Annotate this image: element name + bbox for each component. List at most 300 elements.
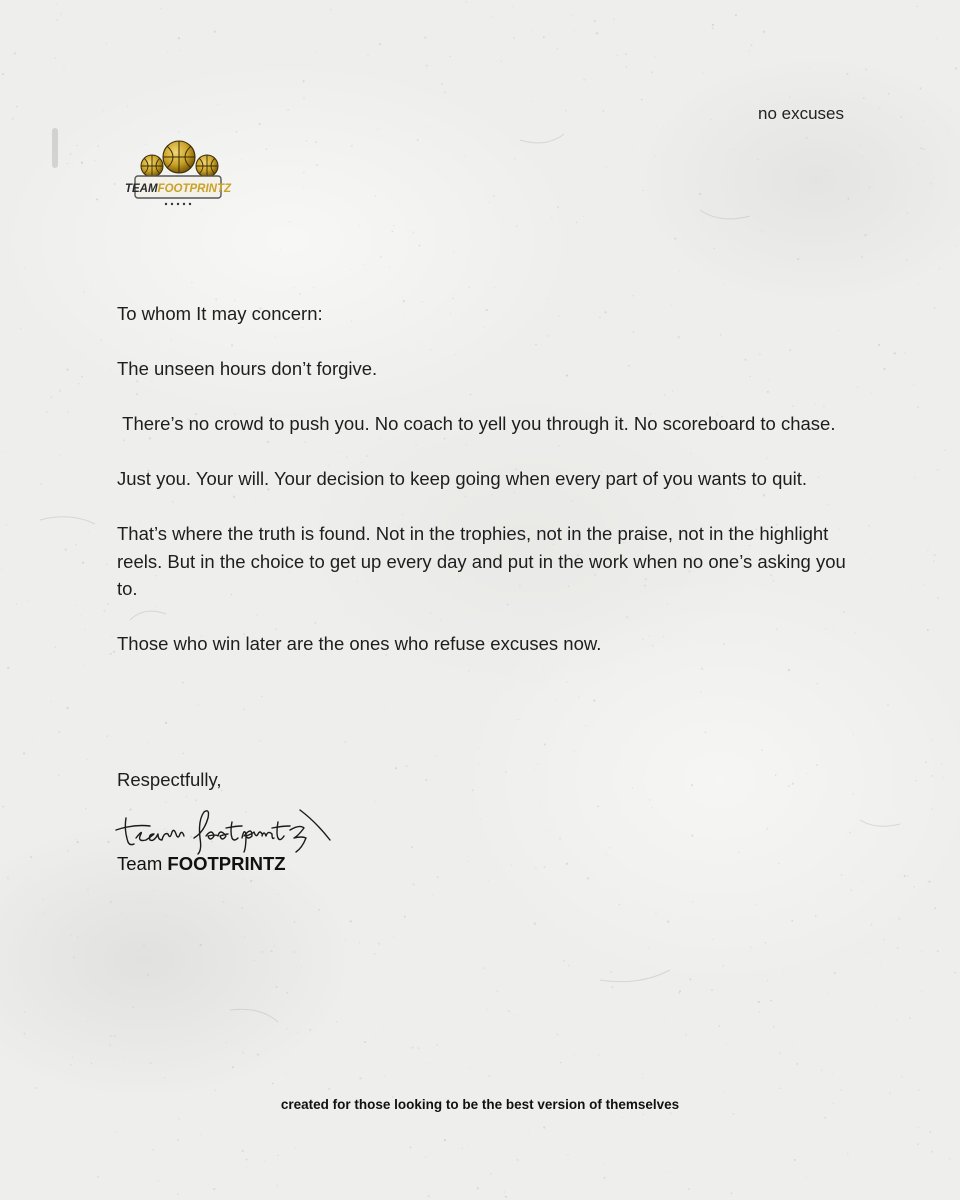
paper-speck [513,145,514,146]
paper-speck [862,156,863,157]
paper-speck [751,44,753,46]
paper-speck [254,960,255,961]
paper-speck [901,1076,903,1078]
paper-speck [758,1001,760,1003]
paper-speck [183,753,185,755]
paper-speck [122,752,123,753]
paper-speck [578,696,580,698]
paper-speck [934,554,936,556]
paper-speck [778,863,779,864]
paper-speck [894,352,896,354]
paper-speck [917,283,919,285]
paper-speck [12,118,14,120]
paper-speck [125,713,126,714]
paragraph-4: That’s where the truth is found. Not in the trophies, not in the praise, not in the highlight reels. But in the choice to get up every day and put in the work when no one’s asking you to. [117,523,851,599]
paper-speck [733,1113,735,1115]
paper-speck [7,877,9,879]
paper-speck [849,832,851,834]
paper-speck [277,1184,279,1186]
paper-speck [213,1188,215,1190]
paper-speck [2,328,3,329]
paper-speck [653,298,654,299]
paper-speck [56,844,57,845]
paper-speck [272,1083,274,1085]
paper-speck [883,368,885,370]
paper-speck [746,733,747,734]
paper-speck [534,923,536,925]
paper-speck [922,120,923,121]
paper-speck [685,1034,687,1036]
paper-speck [757,159,759,161]
paper-speck [600,1153,601,1154]
paper-speck [379,43,381,45]
paper-speck [354,1035,355,1036]
paper-speck [714,1062,716,1064]
paper-speck [598,1054,599,1055]
paper-speck [83,665,85,667]
paper-speck [150,1062,152,1064]
paper-speck [738,852,740,854]
paper-speck [805,137,807,139]
paper-speck [867,609,868,610]
paper-speck [34,939,35,940]
paper-speck [116,1132,118,1134]
paper-speck [489,1075,491,1077]
paper-speck [321,10,322,11]
paper-speck [641,99,643,101]
paper-speck [513,37,515,39]
paper-speck [944,450,945,451]
paper-speck [847,786,848,787]
paper-speck [142,974,143,975]
paper-speck [226,1042,227,1043]
paper-speck [699,193,701,195]
paper-speck [524,275,525,276]
paper-speck [82,562,84,564]
paper-speck [888,772,889,773]
paper-speck [597,805,599,807]
paper-speck [821,942,822,943]
paper-speck [948,1158,950,1160]
paper-speck [531,31,532,32]
paper-speck [14,52,16,54]
paper-speck [874,894,875,895]
paper-speck [425,779,427,781]
paper-speck [417,133,418,134]
paper-speck [767,980,768,981]
paper-speck [761,230,763,232]
paper-speck [441,83,443,85]
paper-speck [712,24,714,26]
paper-speck [854,182,855,183]
paper-speck [63,69,65,71]
paper-speck [88,894,89,895]
paper-speck [430,1126,431,1127]
paper-speck [293,287,295,289]
paper-speck [809,67,810,68]
paper-speck [111,636,112,637]
paper-speck [670,1171,671,1172]
paper-speck [418,1047,420,1049]
paper-speck [649,799,651,801]
paper-speck [60,13,62,15]
paper-speck [384,1075,385,1076]
paper-speck [511,865,512,866]
paper-speck [285,1094,286,1095]
paper-speck [861,256,863,258]
paper-speck [493,195,495,197]
paper-speck [503,951,505,953]
paper-speck [879,107,880,108]
paper-speck [712,27,714,29]
paper-speck [28,600,29,601]
paper-speck [832,1073,833,1074]
paper-speck [625,53,627,55]
paper-speck [382,1030,383,1031]
paper-speck [670,1112,672,1114]
paper-speck [503,1191,505,1193]
paper-speck [24,1012,25,1013]
paper-speck [619,904,621,906]
paper-speck [901,116,903,118]
paper-speck [465,1,467,3]
paper-speck [111,993,112,994]
paper-speck [518,104,519,105]
paper-speck [594,207,595,208]
paper-speck [864,234,866,236]
logo-wordmark: TEAMFOOTPRINTZ [124,183,232,195]
paper-speck [948,131,949,132]
paper-speck [869,186,871,188]
paper-speck [731,1192,733,1194]
paper-speck [244,936,246,938]
paper-speck [909,586,910,587]
paper-speck [654,156,656,158]
paper-speck [921,991,922,992]
paper-speck [806,1177,807,1178]
paper-speck [200,944,202,946]
paper-speck [16,106,18,108]
paper-speck [907,875,908,876]
paper-speck [43,913,44,914]
paper-speck [865,141,866,142]
paper-speck [870,731,871,732]
paper-speck [132,1007,134,1009]
paper-speck [927,549,929,551]
paper-speck [918,752,919,753]
paper-speck [490,1173,492,1175]
paper-speck [110,901,112,903]
paper-speck [395,767,397,769]
paper-speck [51,396,53,398]
paper-speck [364,264,366,266]
paper-speck [222,901,224,903]
paper-speck [404,916,406,918]
paper-speck [897,826,899,828]
paper-speck [494,49,495,50]
paper-speck [91,1063,92,1064]
handwritten-signature [110,800,360,856]
paper-speck [691,835,693,837]
paper-speck [51,1122,53,1124]
paper-speck [750,946,752,948]
paper-speck [791,920,793,922]
paper-speck [487,879,489,881]
paper-speck [723,284,724,285]
paper-speck [626,1117,627,1118]
paper-speck [897,947,899,949]
paper-speck [389,266,390,267]
paper-speck [167,51,168,52]
paper-speck [841,874,843,876]
paper-speck [639,63,640,64]
paper-speck [851,889,853,891]
paper-speck [468,860,470,862]
paper-speck [236,131,238,133]
paper-speck [185,796,187,798]
paper-speck [824,1117,826,1119]
paper-speck [860,145,861,146]
paper-speck [55,57,57,59]
paper-speck [259,740,261,742]
paper-speck [392,936,394,938]
paper-speck [313,286,315,288]
paper-speck [393,225,394,226]
paper-speck [911,664,912,665]
paper-speck [765,942,767,944]
paper-speck [432,894,434,896]
paper-speck [46,411,48,413]
paper-speck [56,4,57,5]
paper-speck [556,1033,558,1035]
paper-speck [277,1155,279,1157]
paper-speck [401,1132,402,1133]
paper-speck [931,1151,933,1153]
paper-speck [560,1062,561,1063]
paper-speck [726,1044,727,1045]
paper-speck [596,32,598,34]
paper-speck [792,783,794,785]
paper-speck [56,19,58,21]
paper-speck [178,131,179,132]
paper-speck [297,1032,298,1033]
paper-speck [306,140,308,142]
paper-speck [625,66,627,68]
paper-speck [114,1035,116,1037]
paper-speck [665,1018,666,1019]
paper-speck [29,622,30,623]
basketball-icon [196,155,218,177]
paper-speck [98,740,99,741]
paper-speck [853,734,854,735]
paragraph-3: Just you. Your will. Your decision to keep going when every part of you wants to quit. [117,468,808,489]
paper-speck [585,725,586,726]
paper-speck [605,166,607,168]
paper-speck [426,64,428,66]
paper-speck [702,72,704,74]
paper-speck [943,777,945,779]
paper-speck [656,127,657,128]
paper-speck [7,667,9,669]
paper-speck [941,763,942,764]
paper-speck [735,14,737,16]
paper-speck [574,1054,575,1055]
paper-speck [904,875,906,877]
paper-speck [241,159,243,161]
paper-speck [177,1139,179,1141]
paper-speck [303,172,305,174]
paper-speck [633,146,634,147]
paper-speck [257,1053,259,1055]
paper-speck [87,759,88,760]
paragraph-1: The unseen hours don’t forgive. [117,358,378,379]
paper-speck [857,847,858,848]
paper-speck [783,970,784,971]
paper-speck [1,568,2,569]
paper-speck [424,36,426,38]
paper-speck [895,1020,897,1022]
paper-speck [863,97,865,99]
paper-speck [504,1064,505,1065]
paper-speck [70,1064,72,1066]
paper-speck [689,978,691,980]
paper-speck [138,271,139,272]
paper-speck [679,271,680,272]
paper-speck [406,765,408,767]
paper-speck [511,5,513,7]
paper-speck [543,36,545,38]
paper-speck [88,531,89,532]
paper-speck [865,68,867,70]
paper-speck [285,1073,286,1074]
paper-speck [315,141,317,143]
paper-speck [710,118,712,120]
paper-speck [754,847,755,848]
paper-speck [806,773,807,774]
paper-speck [937,597,939,599]
paper-speck [379,941,380,942]
paper-speck [20,328,21,329]
paper-speck [272,1135,273,1136]
paper-speck [878,344,880,346]
paper-speck [250,880,252,882]
paper-speck [761,749,763,751]
paper-speck [59,454,60,455]
paper-speck [593,699,595,701]
paper-speck [574,30,575,31]
paper-speck [516,225,518,227]
paper-speck [773,1026,775,1028]
paper-speck [11,78,12,79]
paper-speck [733,1011,734,1012]
paper-speck [77,936,78,937]
paper-speck [478,748,479,749]
paper-speck [521,41,522,42]
paper-speck [178,1118,180,1120]
paper-speck [604,1163,605,1164]
paper-speck [766,828,768,830]
paper-speck [914,477,916,479]
paper-speck [59,390,61,392]
paper-speck [76,604,77,605]
paper-speck [812,1094,813,1095]
paper-speck [487,1009,489,1011]
paper-speck [450,56,451,57]
basketball-icon [163,141,195,173]
paper-speck [437,876,439,878]
paper-speck [412,883,414,885]
paper-speck [2,806,4,808]
paper-speck [756,903,758,905]
paper-speck [508,1010,510,1012]
paper-speck [351,145,353,147]
paper-speck [76,544,78,546]
paper-speck [246,1159,248,1161]
paper-speck [40,947,41,948]
paper-speck [738,36,739,37]
paper-speck [286,992,288,994]
paper-speck [931,775,933,777]
paper-speck [532,1075,533,1076]
paper-speck [610,971,612,973]
paper-speck [871,392,872,393]
paper-speck [877,326,878,327]
paper-speck [938,469,939,470]
paper-speck [265,148,267,150]
paper-speck [259,123,261,125]
paper-speck [315,51,316,52]
paper-speck [287,109,289,111]
paper-speck [70,935,71,936]
paper-speck [286,1028,287,1029]
paper-speck [513,1015,515,1017]
paper-speck [824,170,826,172]
paper-speck [58,731,60,733]
paper-speck [448,710,449,711]
paper-speck [67,411,69,413]
paper-speck [35,1087,37,1089]
paper-speck [109,1044,110,1045]
paper-speck [544,744,546,746]
paper-speck [380,256,382,258]
paper-speck [853,793,854,794]
paper-speck [478,763,480,765]
paper-speck [788,785,790,787]
paper-speck [955,67,957,69]
paper-speck [243,709,245,711]
paper-speck [540,803,541,804]
paper-speck [549,1131,550,1132]
paper-speck [84,629,85,630]
paper-speck [665,138,666,139]
paper-speck [160,8,162,10]
paper-speck [924,583,925,584]
paper-speck [514,158,516,160]
paper-speck [700,691,702,693]
paper-speck [87,1021,88,1022]
paper-speck [214,1089,216,1091]
paper-speck [261,951,263,953]
paper-speck [938,268,940,270]
paper-speck [147,974,149,976]
paper-speck [834,972,836,974]
paper-speck [175,89,176,90]
paper-speck [548,157,549,158]
paper-speck [882,428,883,429]
footer-text: created for those looking to be the best version of themselves [280,1097,680,1112]
paper-speck [846,73,848,75]
paper-speck [73,590,74,591]
